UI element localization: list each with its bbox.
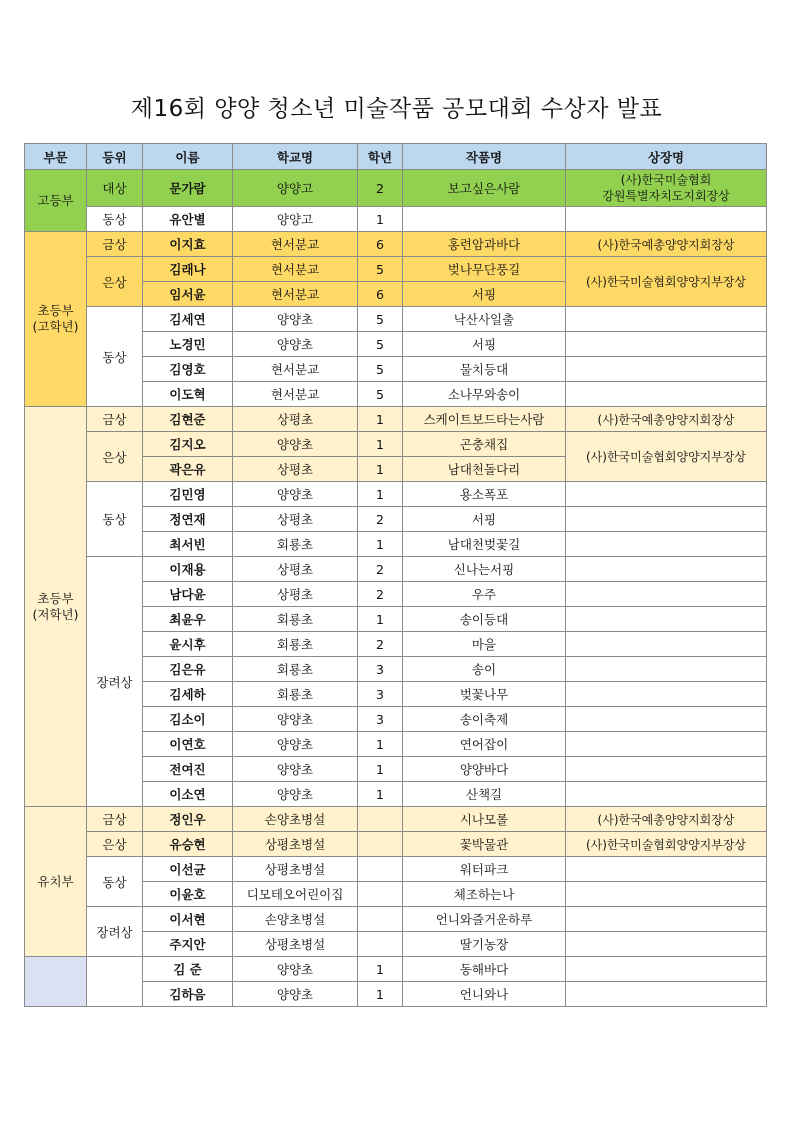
award-cell: (사)한국미술협회양양지부장상: [566, 832, 767, 857]
grade-cell: [358, 907, 403, 932]
rank-cell: 동상: [87, 482, 143, 557]
table-row: [25, 857, 767, 882]
work-cell: 꽃박물관: [403, 832, 566, 857]
division-cell: 초등부 (고학년): [25, 232, 87, 407]
name-cell: 이재용: [143, 557, 233, 582]
grade-cell: 1: [358, 457, 403, 482]
name-cell: 김세연: [143, 307, 233, 332]
school-cell: 상평초: [233, 507, 358, 532]
school-cell: 상평초: [233, 457, 358, 482]
school-cell: 양양초: [233, 707, 358, 732]
school-cell: 회룡초: [233, 607, 358, 632]
grade-cell: 2: [358, 170, 403, 207]
grade-cell: 6: [358, 282, 403, 307]
rank-cell: 은상: [87, 257, 143, 307]
name-cell: 문가람: [143, 170, 233, 207]
school-cell: 양양초: [233, 432, 358, 457]
page-title: 제16회 양양 청소년 미술작품 공모대회 수상자 발표: [130, 96, 663, 122]
school-cell: 회룡초: [233, 657, 358, 682]
award-cell: [566, 307, 767, 332]
work-cell: 우주: [403, 582, 566, 607]
work-cell: 남대천돌다리: [403, 457, 566, 482]
grade-cell: 3: [358, 707, 403, 732]
name-cell: 최서빈: [143, 532, 233, 557]
header-division: 부문: [25, 144, 87, 170]
school-cell: 양양초: [233, 332, 358, 357]
table-row: [25, 432, 767, 457]
table-row: [25, 257, 767, 282]
name-cell: 최윤우: [143, 607, 233, 632]
work-cell: 보고싶은사람: [403, 170, 566, 207]
award-cell: [566, 332, 767, 357]
school-cell: 양양초: [233, 982, 358, 1007]
rank-cell: 은상: [87, 432, 143, 482]
grade-cell: 2: [358, 632, 403, 657]
division-cell: 초등부 (저학년): [25, 407, 87, 807]
rank-cell: 은상: [87, 832, 143, 857]
work-cell: 낙산사일출: [403, 307, 566, 332]
school-cell: 회룡초: [233, 682, 358, 707]
grade-cell: 1: [358, 482, 403, 507]
award-cell: [566, 357, 767, 382]
work-cell: 벚나무단풍길: [403, 257, 566, 282]
work-cell: 서핑: [403, 282, 566, 307]
grade-cell: 1: [358, 532, 403, 557]
rank-cell: 동상: [87, 207, 143, 232]
award-cell: [566, 857, 767, 882]
name-cell: 곽은유: [143, 457, 233, 482]
school-cell: 상평초: [233, 407, 358, 432]
work-cell: 물치등대: [403, 357, 566, 382]
award-cell: [566, 932, 767, 957]
grade-cell: 1: [358, 207, 403, 232]
school-cell: 상평초병설: [233, 857, 358, 882]
award-cell: [566, 782, 767, 807]
name-cell: 노경민: [143, 332, 233, 357]
name-cell: 이도혁: [143, 382, 233, 407]
grade-cell: 1: [358, 957, 403, 982]
name-cell: 이서현: [143, 907, 233, 932]
award-cell: [566, 657, 767, 682]
award-cell: [566, 707, 767, 732]
grade-cell: [358, 857, 403, 882]
award-cell: [566, 757, 767, 782]
name-cell: 김소이: [143, 707, 233, 732]
work-cell: 곤충채집: [403, 432, 566, 457]
school-cell: 현서분교: [233, 282, 358, 307]
grade-cell: 1: [358, 782, 403, 807]
name-cell: 김영호: [143, 357, 233, 382]
school-cell: 회룡초: [233, 632, 358, 657]
work-cell: 홍련암과바다: [403, 232, 566, 257]
name-cell: 정인우: [143, 807, 233, 832]
header-rank: 등위: [87, 144, 143, 170]
rank-cell: 동상: [87, 307, 143, 407]
name-cell: 이선균: [143, 857, 233, 882]
name-cell: 이지효: [143, 232, 233, 257]
grade-cell: 5: [358, 332, 403, 357]
name-cell: 윤시후: [143, 632, 233, 657]
award-cell: (사)한국예총양양지회장상: [566, 232, 767, 257]
grade-cell: [358, 932, 403, 957]
rank-cell: 대상: [87, 170, 143, 207]
table-row: [25, 832, 767, 857]
table-row: [25, 907, 767, 932]
table-row: [25, 957, 767, 982]
school-cell: 상평초병설: [233, 832, 358, 857]
work-cell: 언니와즐거운하루: [403, 907, 566, 932]
header-grade: 학년: [358, 144, 403, 170]
award-cell: [566, 482, 767, 507]
work-cell: 용소폭포: [403, 482, 566, 507]
school-cell: 양양초: [233, 307, 358, 332]
rank-cell: 금상: [87, 232, 143, 257]
table-row: [25, 232, 767, 257]
work-cell: 체조하는나: [403, 882, 566, 907]
school-cell: 양양초: [233, 757, 358, 782]
name-cell: 김래나: [143, 257, 233, 282]
table-row: [25, 307, 767, 332]
table-header-row: [25, 144, 767, 170]
award-cell: [566, 732, 767, 757]
header-award: 상장명: [566, 144, 767, 170]
table-row: [25, 807, 767, 832]
school-cell: 양양고: [233, 170, 358, 207]
division-cell: 고등부: [25, 170, 87, 232]
award-cell: [566, 207, 767, 232]
award-cell: [566, 907, 767, 932]
school-cell: 현서분교: [233, 357, 358, 382]
work-cell: 스케이트보드타는사람: [403, 407, 566, 432]
award-cell: [566, 682, 767, 707]
school-cell: 현서분교: [233, 232, 358, 257]
grade-cell: 1: [358, 757, 403, 782]
name-cell: 김현준: [143, 407, 233, 432]
rank-cell: 금상: [87, 407, 143, 432]
school-cell: 손양초병설: [233, 907, 358, 932]
grade-cell: [358, 832, 403, 857]
name-cell: 김하음: [143, 982, 233, 1007]
rank-cell: [87, 957, 143, 1007]
grade-cell: 1: [358, 432, 403, 457]
name-cell: 유승현: [143, 832, 233, 857]
work-cell: 송이축제: [403, 707, 566, 732]
work-cell: 송이: [403, 657, 566, 682]
name-cell: 주지안: [143, 932, 233, 957]
award-cell: (사)한국미술협회 강원특별자치도지회장상: [566, 170, 767, 207]
award-cell: [566, 882, 767, 907]
grade-cell: 2: [358, 557, 403, 582]
name-cell: 임서윤: [143, 282, 233, 307]
work-cell: 연어잡이: [403, 732, 566, 757]
header-school: 학교명: [233, 144, 358, 170]
name-cell: 전여진: [143, 757, 233, 782]
school-cell: 손양초병설: [233, 807, 358, 832]
table-row: [25, 170, 767, 207]
grade-cell: 1: [358, 982, 403, 1007]
award-cell: [566, 607, 767, 632]
school-cell: 상평초병설: [233, 932, 358, 957]
header-work: 작품명: [403, 144, 566, 170]
school-cell: 양양초: [233, 782, 358, 807]
school-cell: 디모테오어린이집: [233, 882, 358, 907]
work-cell: 시나모롤: [403, 807, 566, 832]
work-cell: 마을: [403, 632, 566, 657]
name-cell: 김지오: [143, 432, 233, 457]
grade-cell: [358, 807, 403, 832]
name-cell: 남다윤: [143, 582, 233, 607]
award-cell: [566, 382, 767, 407]
work-cell: 산책길: [403, 782, 566, 807]
school-cell: 양양초: [233, 482, 358, 507]
work-cell: 남대천벚꽃길: [403, 532, 566, 557]
grade-cell: 3: [358, 682, 403, 707]
division-cell: 유치부: [25, 807, 87, 957]
grade-cell: 2: [358, 507, 403, 532]
award-cell: [566, 632, 767, 657]
work-cell: 양양바다: [403, 757, 566, 782]
grade-cell: 5: [358, 357, 403, 382]
school-cell: 상평초: [233, 582, 358, 607]
grade-cell: 3: [358, 657, 403, 682]
award-cell: [566, 982, 767, 1007]
table-row: [25, 207, 767, 232]
grade-cell: 5: [358, 307, 403, 332]
award-cell: (사)한국예총양양지회장상: [566, 807, 767, 832]
name-cell: 김은유: [143, 657, 233, 682]
work-cell: 동해바다: [403, 957, 566, 982]
award-cell: (사)한국미술협회양양지부장상: [566, 432, 767, 482]
work-cell: 서핑: [403, 507, 566, 532]
school-cell: 양양고: [233, 207, 358, 232]
grade-cell: [358, 882, 403, 907]
school-cell: 양양초: [233, 957, 358, 982]
award-cell: [566, 582, 767, 607]
awards-table: [24, 143, 767, 1007]
school-cell: 회룡초: [233, 532, 358, 557]
rank-cell: 장려상: [87, 557, 143, 807]
school-cell: 양양초: [233, 732, 358, 757]
award-cell: [566, 507, 767, 532]
rank-cell: 동상: [87, 857, 143, 907]
work-cell: 서핑: [403, 332, 566, 357]
name-cell: 이윤호: [143, 882, 233, 907]
work-cell: 송이등대: [403, 607, 566, 632]
division-cell: [25, 957, 87, 1007]
name-cell: 김 준: [143, 957, 233, 982]
grade-cell: 5: [358, 257, 403, 282]
school-cell: 현서분교: [233, 382, 358, 407]
award-cell: (사)한국예총양양지회장상: [566, 407, 767, 432]
award-cell: [566, 957, 767, 982]
rank-cell: 금상: [87, 807, 143, 832]
work-cell: [403, 207, 566, 232]
rank-cell: 장려상: [87, 907, 143, 957]
name-cell: 김민영: [143, 482, 233, 507]
grade-cell: 1: [358, 607, 403, 632]
table-row: [25, 407, 767, 432]
work-cell: 언니와나: [403, 982, 566, 1007]
grade-cell: 1: [358, 732, 403, 757]
grade-cell: 6: [358, 232, 403, 257]
grade-cell: 1: [358, 407, 403, 432]
award-cell: (사)한국미술협회양양지부장상: [566, 257, 767, 307]
work-cell: 소나무와송이: [403, 382, 566, 407]
name-cell: 이소연: [143, 782, 233, 807]
name-cell: 김세하: [143, 682, 233, 707]
name-cell: 정연재: [143, 507, 233, 532]
table-row: [25, 482, 767, 507]
work-cell: 벚꽃나무: [403, 682, 566, 707]
school-cell: 현서분교: [233, 257, 358, 282]
grade-cell: 5: [358, 382, 403, 407]
table-row: [25, 557, 767, 582]
award-cell: [566, 532, 767, 557]
school-cell: 상평초: [233, 557, 358, 582]
work-cell: 신나는서핑: [403, 557, 566, 582]
header-name: 이름: [143, 144, 233, 170]
grade-cell: 2: [358, 582, 403, 607]
work-cell: 워터파크: [403, 857, 566, 882]
name-cell: 유안별: [143, 207, 233, 232]
award-cell: [566, 557, 767, 582]
work-cell: 딸기농장: [403, 932, 566, 957]
name-cell: 이연호: [143, 732, 233, 757]
